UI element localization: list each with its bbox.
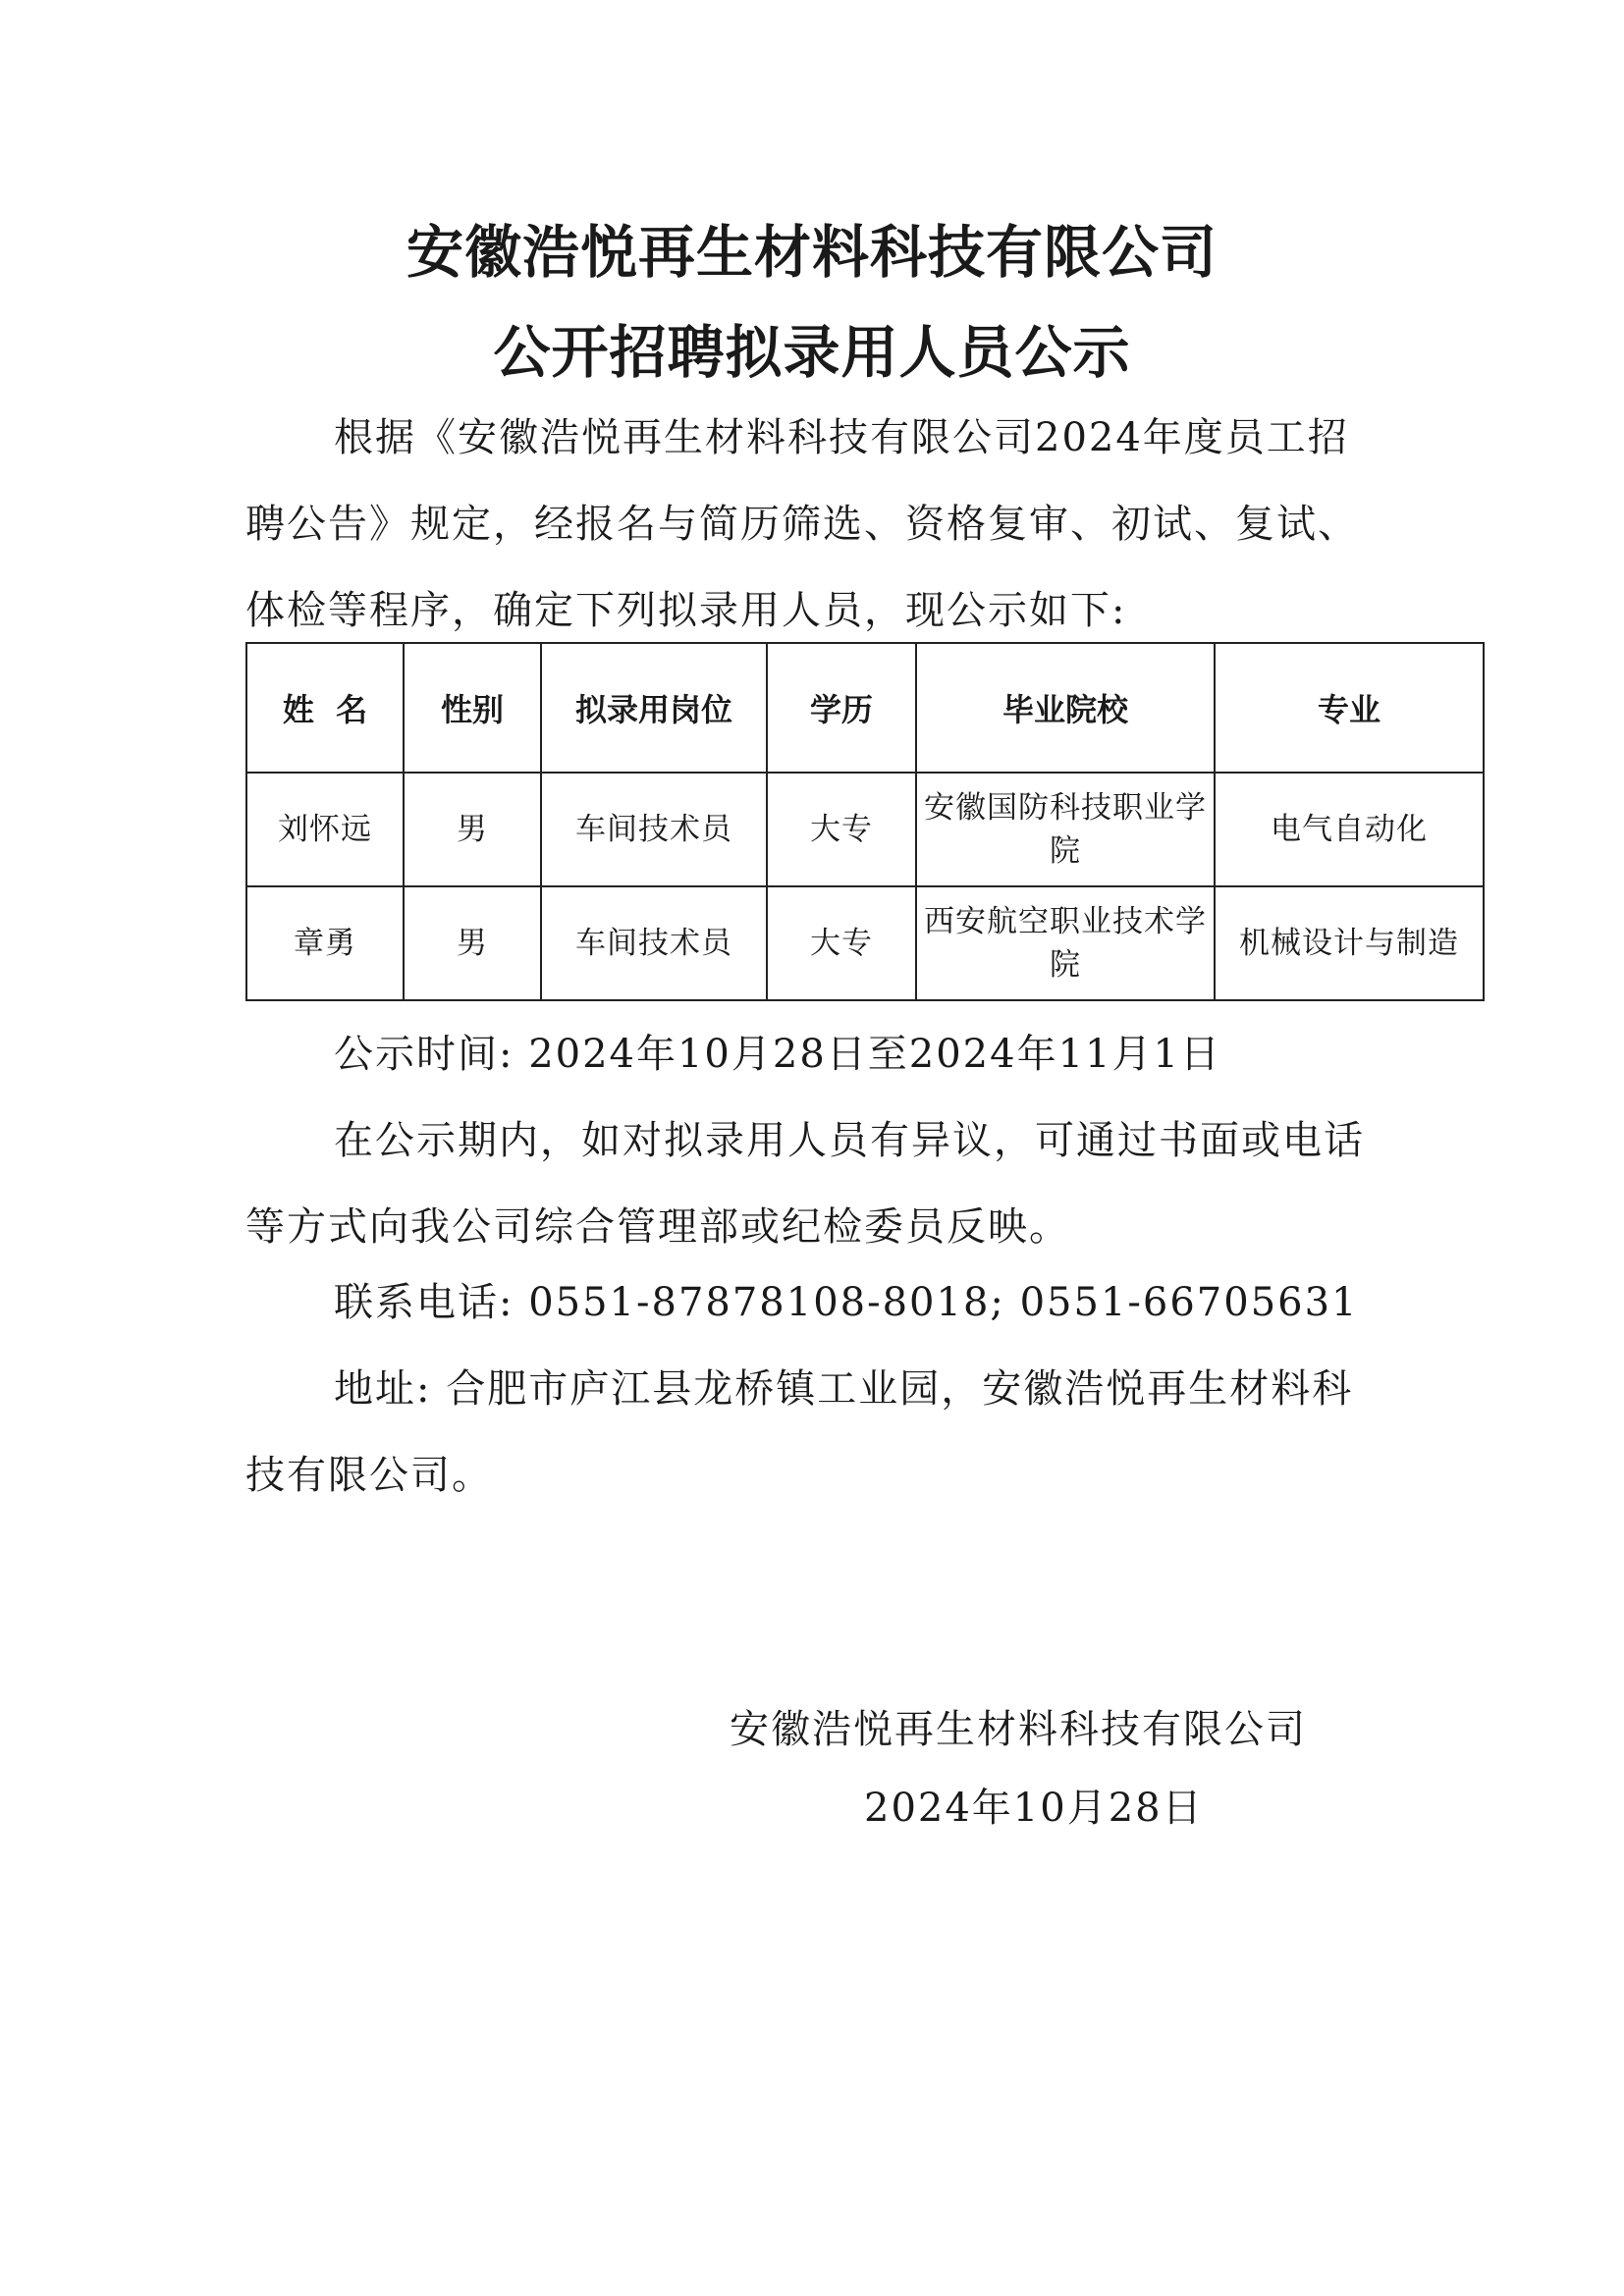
cell-major: 电气自动化: [1215, 773, 1484, 886]
header-position: 拟录用岗位: [541, 643, 767, 773]
document-title: 安徽浩悦再生材料科技有限公司: [406, 219, 1218, 286]
cell-major: 机械设计与制造: [1215, 886, 1484, 1000]
header-gender: 性别: [404, 643, 541, 773]
cell-school: 西安航空职业技术学院: [916, 886, 1215, 1000]
intro-paragraph: 根据《安徽浩悦再生材料科技有限公司2024年度员工招聘公告》规定，经报名与简历筛选、资格复审、初试、复试、体检等程序，确定下列拟录用人员，现公示如下:: [245, 415, 1359, 633]
header-name: 姓 名: [246, 643, 404, 773]
cell-gender: 男: [404, 773, 541, 886]
cell-school: 安徽国防科技职业学院: [916, 773, 1215, 886]
cell-gender: 男: [404, 886, 541, 1000]
notice-period: 公示时间: 2024年10月28日至2024年11月1日: [334, 1032, 1221, 1077]
document-subtitle: 公开招聘拟录用人员公示: [493, 319, 1131, 386]
signature-company: 安徽浩悦再生材料科技有限公司: [730, 1707, 1307, 1752]
signature-date: 2024年10月28日: [864, 1786, 1204, 1831]
header-school: 毕业院校: [916, 643, 1215, 773]
header-major: 专业: [1215, 643, 1484, 773]
cell-education: 大专: [767, 886, 916, 1000]
contact-phone: 联系电话: 0551-87878108-8018; 0551-66705631: [334, 1280, 1359, 1325]
company-address: 地址: 合肥市庐江县龙桥镇工业园，安徽浩悦再生材料科技有限公司。: [245, 1366, 1354, 1498]
cell-education: 大专: [767, 773, 916, 886]
cell-position: 车间技术员: [541, 886, 767, 1000]
cell-name: 章勇: [246, 886, 404, 1000]
objection-paragraph: 在公示期内，如对拟录用人员有异议，可通过书面或电话等方式向我公司综合管理部或纪检委员反映。: [245, 1118, 1365, 1250]
hire-list-table: [245, 642, 1485, 1001]
table-row: [246, 886, 1484, 1000]
header-education: 学历: [767, 643, 916, 773]
cell-name: 刘怀远: [246, 773, 404, 886]
table-header-row: [246, 643, 1484, 773]
cell-position: 车间技术员: [541, 773, 767, 886]
table-row: [246, 773, 1484, 886]
